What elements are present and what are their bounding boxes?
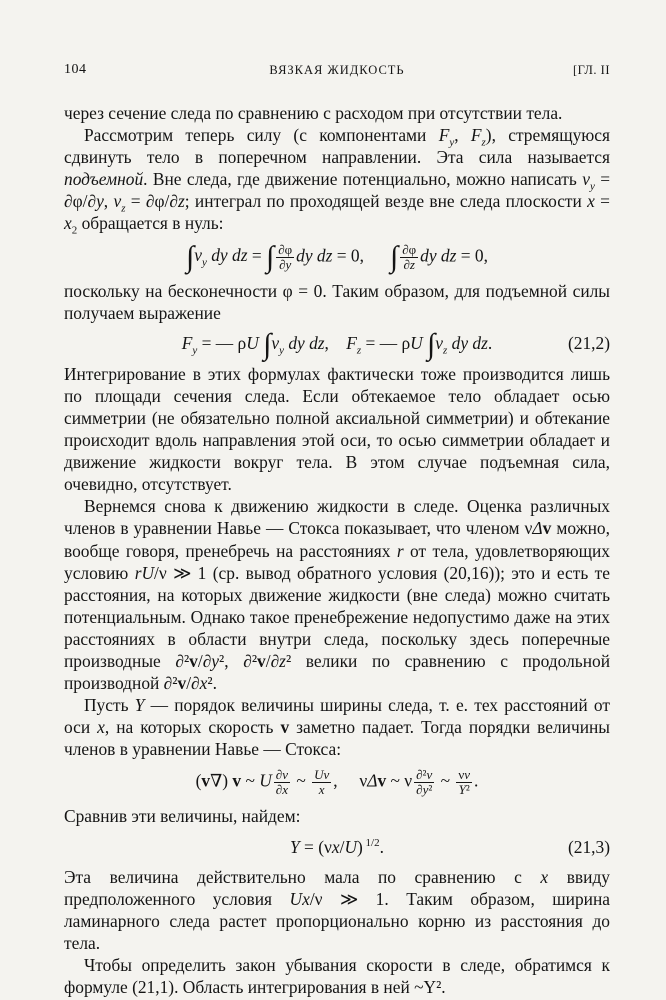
term-lift: подъемной (64, 169, 144, 190)
paragraph-8: Эта величина действительно мала по сравнению с x ввиду предположенного условия Ux/ν ≫ 1. Таким образом, ширина ламинарного следа растет пропорционально корню из расстояния до тела. (64, 866, 610, 953)
equation-zero-integrals: $\int v_y$ dy dz = ∫ $\frac{\partial\varphi}{\partial y}$ dy dz = 0, ∫ $\frac{\partial\varphi}{\partial z}$ dy dz = 0, (186, 240, 488, 274)
paragraph-6: Пусть Y — порядок величины ширины следа, т. е. тех расстояний от оси x, на которых скорость v заметно падает. Тогда порядки величины членов в уравнении Навье — Стокса: (64, 695, 610, 760)
equation-number: (21,2) (567, 333, 610, 354)
book-page (64, 62, 610, 998)
equation-21-3: Y = (νx/U) $^{1/2}$. (21,3) (290, 836, 610, 857)
equation-number: (21,3) (567, 836, 610, 857)
paragraph-4: Интегрирование в этих формулах фактически тоже производится лишь по площади сечения следа. Если обтекаемое тело обладает осью симметрии (не обязательно полной аксиальной симметрии) и обтекание происходит вдоль направления этой оси, то осью симметрии обладает и движение жидкости вокруг тела. В этом случае подъемная сила, очевидно, отсутствует. (64, 363, 610, 495)
paragraph-1: через сечение следа по сравнению с расходом при отсутствии тела. (64, 103, 563, 123)
paragraph-9: Чтобы определить закон убывания скорости в следе, обратимся к формуле (21,1). Область интегрирования в ней ~Y². (64, 955, 610, 998)
page-body (64, 102, 610, 998)
chapter-label: [ГЛ. II (572, 63, 610, 77)
paragraph-5: Вернемся снова к движению жидкости в следе. Оценка различных членов в уравнении Навье — Стокса показывает, что членом νΔv можно, вообще говоря, пренебречь на расстояниях r от тела, удовлетворяющих условию rU/ν ≫ 1 (ср. вывод обратного условия (20,16)); это и есть те расстояния, на которых движение жидкости (вне следа) можно считать потенциальным. Однако такое пренебрежение недопустимо даже на этих расстояниях в области внутри следа, поскольку здесь поперечные производные ∂²v/∂y², ∂²v/∂z² велики по сравнению с продольной производной ∂²v/∂x². (64, 496, 610, 694)
page-number: 104 (64, 62, 87, 77)
paragraph-3: поскольку на бесконечности φ = 0. Таким образом, для подъемной силы получаем выражение (64, 280, 610, 323)
equation-21-2: $F_y$ = — ρU $\int v_y$ dy dz, $F_z$ = — ρU $\int v_z$ dy dz. (21,2) (181, 327, 610, 361)
equation-order-estimate: (v∇) v ~ U $\frac{\partial v}{\partial x}$ ~ $\frac{Uv}{x}$ , νΔv ~ ν $\frac{\text{∂²v}}{\text{∂y²}}$ ~ $\frac{\nu v}{\text{Y²}}$ . (195, 767, 479, 798)
paragraph-2: Рассмотрим теперь силу (с компонентами $F_y$, $F_z$), стремящуюся сдвинуть тело в поперечном направлении. Эта сила называется подъемной. Вне следа, где движение потенциально, можно написать $v_y = \partial\varphi/\partial y$, $v_z = \partial\varphi/\partial z$; интеграл по проходящей везде вне следа плоскости $x = x_2$ обращается в нуль: (64, 125, 611, 237)
paragraph-7: Сравнив эти величины, найдем: (64, 806, 301, 827)
running-header (64, 62, 610, 82)
running-title: ВЯЗКАЯ ЖИДКОСТЬ (269, 63, 405, 77)
